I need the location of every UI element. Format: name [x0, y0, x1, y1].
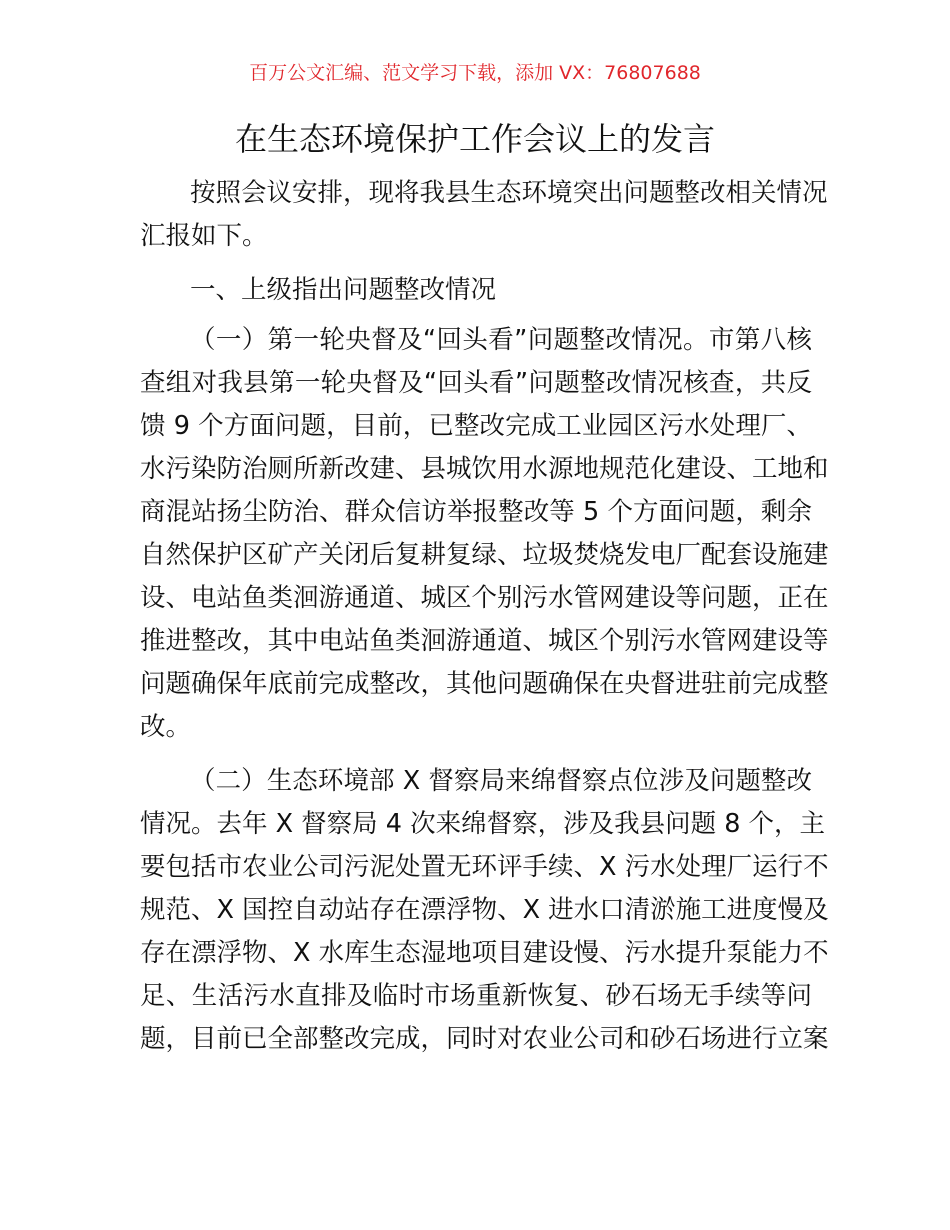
text-line: 推进整改，其中电站鱼类洄游通道、城区个别污水管网建设等: [140, 626, 829, 656]
text-line: 要包括市农业公司污泥处置无环评手续、X 污水处理厂运行不: [140, 852, 829, 882]
text-line: 馈 9 个方面问题，目前，已整改完成工业园区污水处理厂、: [140, 411, 812, 441]
text-line: 按照会议安排，现将我县生态环境突出问题整改相关情况: [190, 178, 828, 208]
text-line: 问题确保年底前完成整改，其他问题确保在央督进驻前完成整: [140, 669, 829, 699]
text-line: 自然保护区矿产关闭后复耕复绿、垃圾焚烧发电厂配套设施建: [140, 540, 829, 570]
text-line: （一）第一轮央督及“回头看”问题整改情况。市第八核: [190, 325, 812, 355]
text-line: 情况。去年 X 督察局 4 次来绵督察，涉及我县问题 8 个，主: [140, 809, 826, 839]
text-line: 商混站扬尘防治、群众信访举报整改等 5 个方面问题，剩余: [140, 497, 812, 527]
text-line: 题，目前已全部整改完成，同时对农业公司和砂石场进行立案: [140, 1024, 829, 1054]
text-line: 水污染防治厕所新改建、县城饮用水源地规范化建设、工地和: [140, 454, 829, 484]
text-line: 设、电站鱼类洄游通道、城区个别污水管网建设等问题，正在: [140, 583, 829, 613]
text-line: 规范、X 国控自动站存在漂浮物、X 进水口清淤施工进度慢及: [140, 895, 829, 925]
text-line: 改。: [140, 712, 192, 742]
section-heading: 一、上级指出问题整改情况: [190, 275, 497, 305]
text-line: （二）生态环境部 X 督察局来绵督察点位涉及问题整改: [190, 766, 812, 796]
text-line: 存在漂浮物、X 水库生态湿地项目建设慢、污水提升泵能力不: [140, 938, 829, 968]
document-title: 在生态环境保护工作会议上的发言: [234, 120, 715, 158]
text-line: 汇报如下。: [140, 221, 268, 251]
text-line: 查组对我县第一轮央督及“回头看”问题整改情况核查，共反: [140, 368, 812, 398]
watermark-banner: 百万公文汇编、范文学习下载，添加 VX：76807688: [249, 62, 701, 84]
text-line: 足、生活污水直排及临时市场重新恢复、砂石场无手续等问: [140, 981, 812, 1011]
